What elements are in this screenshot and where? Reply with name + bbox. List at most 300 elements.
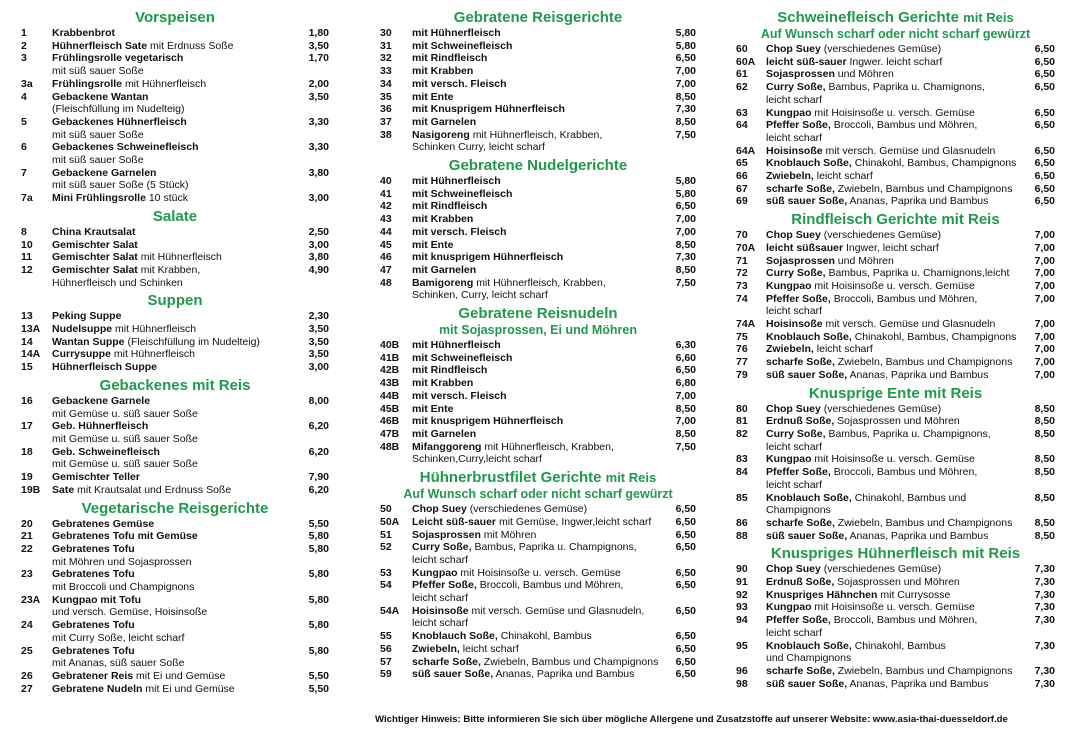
item-number: 1 — [21, 27, 27, 39]
item-text — [380, 415, 696, 428]
item-name: Geb. Schweinefleisch — [52, 445, 160, 458]
item-number: 92 — [736, 588, 748, 601]
menu-item — [380, 264, 696, 277]
menu-item — [380, 27, 696, 40]
item-number: 41 — [380, 187, 392, 200]
item-name: Gebackene Garnelen — [52, 166, 157, 179]
item-text — [380, 226, 696, 239]
item-text — [380, 630, 696, 643]
item-description: mit Hoisinsoße u. versch. Gemüse — [814, 106, 975, 119]
menu-item — [380, 40, 696, 53]
item-price: 5,50 — [308, 682, 329, 695]
section-title-text: Schweinefleisch Gerichte — [777, 9, 959, 26]
item-name: Erdnuß Soße, — [766, 415, 835, 428]
menu-item — [21, 27, 329, 40]
item-number: 42 — [380, 200, 392, 213]
item-price: 5,50 — [308, 669, 329, 682]
menu-item — [736, 107, 1055, 120]
item-number: 62 — [736, 81, 748, 94]
item-text — [736, 119, 1055, 144]
item-price: 5,80 — [308, 568, 329, 581]
item-name: Gebratene Nudeln — [52, 682, 143, 695]
item-text — [380, 567, 696, 580]
section-title — [21, 291, 329, 310]
item-sub-description: mit süß sauer Soße (5 Stück) — [52, 179, 189, 192]
item-description: mit Hühnerfleisch, Krabben, — [476, 276, 606, 289]
menu-item — [380, 116, 696, 129]
item-number: 75 — [736, 330, 748, 343]
menu-item — [21, 226, 329, 239]
item-text — [736, 466, 1055, 491]
menu-item — [736, 614, 1055, 639]
menu-section — [21, 499, 329, 696]
menu-item — [380, 65, 696, 78]
item-name: scharfe Soße, — [766, 516, 835, 529]
item-price: 7,50 — [675, 128, 696, 141]
item-sub-description: Champignons — [766, 504, 831, 517]
item-text — [380, 605, 696, 630]
item-description: Ananas, Paprika und Bambus — [849, 529, 989, 542]
item-price: 7,00 — [1034, 330, 1055, 343]
menu-item — [380, 200, 696, 213]
item-description: mit Erdnuss Soße — [150, 39, 234, 52]
item-sub-description: mit Ananas, süß sauer Soße — [52, 657, 185, 670]
item-text — [21, 594, 329, 619]
menu-section — [736, 8, 1055, 208]
menu-item — [21, 141, 329, 166]
menu-section — [21, 8, 329, 205]
item-text — [21, 78, 329, 91]
item-text — [736, 81, 1055, 106]
item-number: 24 — [21, 619, 33, 632]
item-number: 25 — [21, 644, 33, 657]
item-number: 70A — [736, 241, 756, 254]
item-sub-description: mit Möhren und Sojasprossen — [52, 555, 192, 568]
allergen-notice: Wichtiger Hinweis: Bitte informieren Sie sich über mögliche Allergene und Zusatzstoffe auf unserer Website: www.asia-thai-duesseldorf.de — [375, 714, 1008, 725]
menu-item — [380, 668, 696, 681]
item-price: 6,50 — [1034, 195, 1055, 208]
item-description: (Fleischfüllung im Nudelteig) — [127, 335, 260, 348]
item-description: mit Ei und Gemüse — [136, 669, 226, 682]
item-number: 5 — [21, 115, 27, 128]
menu-column-2 — [380, 6, 696, 681]
item-price: 8,50 — [675, 115, 696, 128]
item-price: 7,00 — [675, 389, 696, 402]
item-price: 7,30 — [675, 103, 696, 116]
item-description: (verschiedenes Gemüse) — [469, 503, 588, 516]
item-name: Chop Suey — [766, 563, 821, 576]
item-number: 57 — [380, 655, 392, 668]
item-number: 38 — [380, 128, 392, 141]
item-text — [736, 356, 1055, 369]
item-description: Bambus, Paprika u. Chamignons,leicht — [828, 267, 1010, 280]
item-name: Knoblauch Soße, — [766, 330, 852, 343]
item-description: 10 stück — [148, 192, 188, 205]
item-price: 7,30 — [1034, 576, 1055, 589]
item-number: 95 — [736, 639, 748, 652]
item-text — [736, 517, 1055, 530]
item-number: 35 — [380, 90, 392, 103]
item-price: 5,80 — [675, 187, 696, 200]
item-name: Kungpao — [766, 601, 812, 614]
item-number: 7a — [21, 192, 33, 205]
menu-item — [21, 471, 329, 484]
item-description: Chinakohl, Bambus, Champignons — [854, 157, 1017, 170]
item-description: (verschiedenes Gemüse) — [823, 563, 942, 576]
item-description: mit Ei und Gemüse — [145, 682, 235, 695]
item-description: mit versch. Gemüse und Glasnudeln, — [471, 604, 645, 617]
menu-item — [380, 415, 696, 428]
menu-item — [21, 446, 329, 471]
item-text — [736, 403, 1055, 416]
item-text — [380, 129, 696, 154]
item-description: mit Hühnerfleisch — [124, 77, 207, 90]
menu-item — [736, 145, 1055, 158]
section-title-text: Gebratene Reisgerichte — [453, 9, 623, 26]
menu-item — [380, 630, 696, 643]
item-sub-description: leicht scharf — [412, 592, 469, 605]
item-number: 33 — [380, 65, 392, 78]
menu-item — [736, 517, 1055, 530]
menu-item — [21, 336, 329, 349]
item-number: 50 — [380, 503, 392, 516]
item-price: 6,50 — [1034, 55, 1055, 68]
item-text — [736, 614, 1055, 639]
menu-item — [736, 183, 1055, 196]
menu-item — [736, 119, 1055, 144]
item-sub-description: leicht scharf — [766, 305, 823, 318]
item-text — [21, 27, 329, 40]
item-description: Chinakohl, Bambus, Champignons — [854, 330, 1017, 343]
item-text — [736, 453, 1055, 466]
item-name: Gemischter Salat — [52, 263, 138, 276]
item-name: Kungpao mit Tofu — [52, 593, 142, 606]
item-price: 6,50 — [675, 528, 696, 541]
item-text — [380, 541, 696, 566]
menu-item — [380, 441, 696, 466]
item-price: 8,50 — [1034, 415, 1055, 428]
item-number: 36 — [380, 103, 392, 116]
item-name: Knoblauch Soße, — [766, 157, 852, 170]
menu-item — [21, 310, 329, 323]
menu-item — [21, 568, 329, 593]
item-number: 30 — [380, 27, 392, 39]
item-name: Bamigoreng — [412, 276, 474, 289]
item-text — [21, 167, 329, 192]
item-number: 98 — [736, 677, 748, 690]
item-sub-description: mit süß sauer Soße — [52, 65, 144, 78]
item-name: Gebratenes Tofu — [52, 619, 135, 632]
item-sub-description: leicht scharf — [766, 93, 823, 106]
section-subtitle: Auf Wunsch scharf oder nicht scharf gewürzt — [760, 27, 1031, 41]
item-name: Gemischter Salat — [52, 251, 138, 264]
item-text — [380, 188, 696, 201]
item-number: 17 — [21, 420, 33, 433]
menu-item — [380, 277, 696, 302]
item-price: 6,30 — [675, 339, 696, 352]
item-price: 7,30 — [1034, 664, 1055, 677]
menu-item — [380, 541, 696, 566]
item-price: 6,50 — [1034, 157, 1055, 170]
item-price: 5,80 — [308, 542, 329, 555]
item-name: Gebratenes Tofu mit Gemüse — [52, 530, 198, 543]
item-name: Gebratener Reis — [52, 669, 134, 682]
menu-item — [380, 643, 696, 656]
item-price: 6,20 — [308, 483, 329, 496]
menu-item — [736, 576, 1055, 589]
item-text — [736, 43, 1055, 56]
item-name: Peking Suppe — [52, 310, 122, 323]
item-price: 7,00 — [1034, 229, 1055, 242]
item-name: Knoblauch Soße, — [412, 630, 498, 643]
section-title-suffix: mit Reis — [605, 470, 657, 486]
item-text — [21, 239, 329, 252]
item-number: 94 — [736, 614, 748, 627]
item-number: 31 — [380, 39, 392, 52]
item-name: mit knusprigem Hühnerfleisch — [412, 415, 564, 428]
item-name: Gebackene Garnele — [52, 394, 151, 407]
menu-item — [736, 318, 1055, 331]
item-number: 19 — [21, 471, 33, 484]
item-number: 42B — [380, 364, 400, 377]
item-description: Broccoli, Bambus und Möhren, — [833, 466, 978, 479]
section-title-suffix: mit Reis — [963, 10, 1014, 25]
item-name: mit versch. Fleisch — [412, 77, 507, 90]
item-text — [736, 601, 1055, 614]
item-number: 91 — [736, 576, 748, 589]
menu-item — [736, 255, 1055, 268]
item-text — [21, 323, 329, 336]
item-text — [736, 229, 1055, 242]
item-number: 67 — [736, 182, 748, 195]
item-name: Pfeffer Soße, — [766, 614, 831, 627]
menu-item — [380, 339, 696, 352]
menu-item — [380, 91, 696, 104]
section-title-text: Knusprige Ente mit Reis — [808, 384, 983, 402]
item-number: 64 — [736, 119, 748, 132]
item-price: 8,50 — [1034, 529, 1055, 542]
item-price: 8,50 — [675, 90, 696, 103]
item-name: mit versch. Fleisch — [412, 225, 507, 238]
item-text — [21, 670, 329, 683]
item-name: Mini Frühlingsrolle — [52, 192, 146, 205]
item-text — [380, 251, 696, 264]
item-sub-description: mit Broccoli und Champignons — [52, 581, 195, 594]
item-text — [380, 352, 696, 365]
menu-section — [380, 156, 696, 302]
item-number: 3 — [21, 52, 27, 65]
item-number: 88 — [736, 529, 748, 542]
item-text — [380, 516, 696, 529]
item-price: 7,00 — [1034, 368, 1055, 381]
item-number: 47 — [380, 263, 392, 276]
item-price: 3,30 — [308, 115, 329, 128]
item-description: leicht scharf — [462, 642, 519, 655]
item-price: 7,30 — [1034, 639, 1055, 652]
item-price: 6,50 — [1034, 106, 1055, 119]
item-name: mit Krabben — [412, 65, 474, 78]
item-text — [21, 116, 329, 141]
menu-item — [736, 589, 1055, 602]
item-number: 27 — [21, 682, 33, 695]
menu-item — [21, 192, 329, 205]
menu-item — [380, 390, 696, 403]
item-sub-description: mit Curry Soße, leicht scharf — [52, 631, 185, 644]
item-number: 76 — [736, 343, 748, 356]
item-number: 72 — [736, 267, 748, 280]
item-name: Knuspriges Hähnchen — [766, 588, 878, 601]
item-text — [736, 369, 1055, 382]
menu-item — [380, 605, 696, 630]
menu-item — [736, 492, 1055, 517]
item-text — [380, 529, 696, 542]
item-price: 6,50 — [675, 566, 696, 579]
menu-item — [21, 264, 329, 289]
item-description: mit Gemüse, Ingwer,leicht scharf — [498, 515, 652, 528]
item-text — [736, 170, 1055, 183]
menu-item — [21, 40, 329, 53]
item-price: 3,80 — [308, 166, 329, 179]
item-text — [736, 563, 1055, 576]
item-name: süß sauer Soße, — [766, 529, 848, 542]
item-name: Sate — [52, 483, 75, 496]
menu-item — [736, 56, 1055, 69]
item-text — [380, 643, 696, 656]
item-description: mit Hoisinsoße u. versch. Gemüse — [814, 279, 975, 292]
menu-item — [736, 415, 1055, 428]
item-price: 6,80 — [675, 377, 696, 390]
item-name: mit knusprigem Hühnerfleisch — [412, 251, 564, 264]
item-price: 8,50 — [675, 427, 696, 440]
item-text — [736, 428, 1055, 453]
menu-item — [736, 170, 1055, 183]
item-text — [736, 68, 1055, 81]
item-number: 51 — [380, 528, 392, 541]
menu-item — [380, 188, 696, 201]
item-price: 7,00 — [1034, 267, 1055, 280]
item-number: 59 — [380, 668, 392, 681]
section-title — [736, 544, 1055, 563]
menu-item — [380, 129, 696, 154]
item-price: 7,00 — [1034, 279, 1055, 292]
item-price: 8,50 — [1034, 427, 1055, 440]
item-price: 8,50 — [1034, 516, 1055, 529]
item-name: mit Schweinefleisch — [412, 39, 513, 52]
item-text — [736, 331, 1055, 344]
item-number: 79 — [736, 368, 748, 381]
section-title — [736, 8, 1055, 27]
section-title-text: Salate — [152, 207, 198, 225]
item-text — [736, 183, 1055, 196]
item-number: 14A — [21, 348, 41, 361]
item-number: 90 — [736, 563, 748, 576]
item-description: Zwiebeln, Bambus und Champignons — [837, 664, 1013, 677]
item-number: 23A — [21, 593, 41, 606]
item-text — [736, 255, 1055, 268]
item-text — [380, 239, 696, 252]
item-name: scharfe Soße, — [766, 664, 835, 677]
item-sub-description: mit süß sauer Soße — [52, 128, 144, 141]
item-number: 61 — [736, 68, 748, 81]
item-sub-description: Schinken,Curry,leicht scharf — [412, 453, 542, 466]
item-text — [736, 318, 1055, 331]
item-name: Pfeffer Soße, — [412, 579, 477, 592]
menu-item — [21, 395, 329, 420]
section-title-text: Suppen — [147, 292, 203, 310]
section-title-text: Knuspriges Hühnerfleisch mit Reis — [770, 545, 1021, 563]
item-price: 6,50 — [675, 655, 696, 668]
menu-item — [21, 239, 329, 252]
item-name: Gemischter Salat — [52, 238, 138, 251]
item-number: 47B — [380, 427, 400, 440]
item-text — [380, 579, 696, 604]
item-number: 53 — [380, 566, 392, 579]
section-title-text: Vorspeisen — [135, 9, 215, 26]
item-text — [380, 116, 696, 129]
section-title — [21, 499, 329, 518]
item-sub-description: leicht scharf — [766, 440, 823, 453]
item-name: mit Ente — [412, 90, 454, 103]
item-number: 19B — [21, 483, 41, 496]
item-name: Gebackenes Hühnerfleisch — [52, 115, 187, 128]
item-price: 3,50 — [308, 90, 329, 103]
section-title-text: Vegetarische Reisgerichte — [81, 499, 269, 517]
item-text — [380, 364, 696, 377]
item-text — [21, 543, 329, 568]
item-text — [380, 656, 696, 669]
item-name: Hühnerfleisch Sate — [52, 39, 148, 52]
item-number: 82 — [736, 427, 748, 440]
item-name: mit Garnelen — [412, 427, 477, 440]
item-text — [21, 251, 329, 264]
item-description: mit Hühnerfleisch, Krabben, — [484, 440, 614, 453]
menu-section — [736, 544, 1055, 690]
item-number: 44B — [380, 389, 400, 402]
item-price: 6,50 — [1034, 170, 1055, 183]
item-sub-description: Schinken Curry, leicht scharf — [412, 141, 545, 154]
item-description: Bambus, Paprika u. Champignons, — [828, 427, 991, 440]
item-number: 63 — [736, 106, 748, 119]
item-price: 8,50 — [675, 238, 696, 251]
menu-item — [736, 665, 1055, 678]
item-price: 6,50 — [675, 642, 696, 655]
item-price: 6,50 — [675, 604, 696, 617]
item-name: Chop Suey — [766, 229, 821, 242]
menu-item — [380, 213, 696, 226]
item-number: 23 — [21, 568, 33, 581]
item-name: Gebratenes Tofu — [52, 568, 135, 581]
item-number: 13 — [21, 310, 33, 323]
item-text — [380, 428, 696, 441]
item-sub-description: mit Gemüse u. süß sauer Soße — [52, 458, 198, 471]
item-description: (verschiedenes Gemüse) — [823, 229, 942, 242]
item-name: mit Hühnerfleisch — [412, 175, 501, 188]
item-name: leicht süß-sauer — [766, 55, 847, 68]
item-description: und Möhren — [837, 254, 894, 267]
item-sub-description: und Champignons — [766, 652, 852, 665]
item-number: 93 — [736, 601, 748, 614]
item-description: mit versch. Gemüse und Glasnudeln — [825, 318, 996, 331]
item-price: 6,50 — [1034, 43, 1055, 55]
item-price: 3,50 — [308, 39, 329, 52]
item-description: mit Hoisinsoße u. versch. Gemüse — [814, 453, 975, 466]
section-title — [21, 8, 329, 27]
item-sub-description: (Fleischfüllung im Nudelteig) — [52, 103, 185, 116]
item-price: 5,80 — [308, 619, 329, 632]
item-price: 7,00 — [1034, 254, 1055, 267]
menu-item — [736, 267, 1055, 280]
item-name: Frühlingsrolle — [52, 77, 123, 90]
